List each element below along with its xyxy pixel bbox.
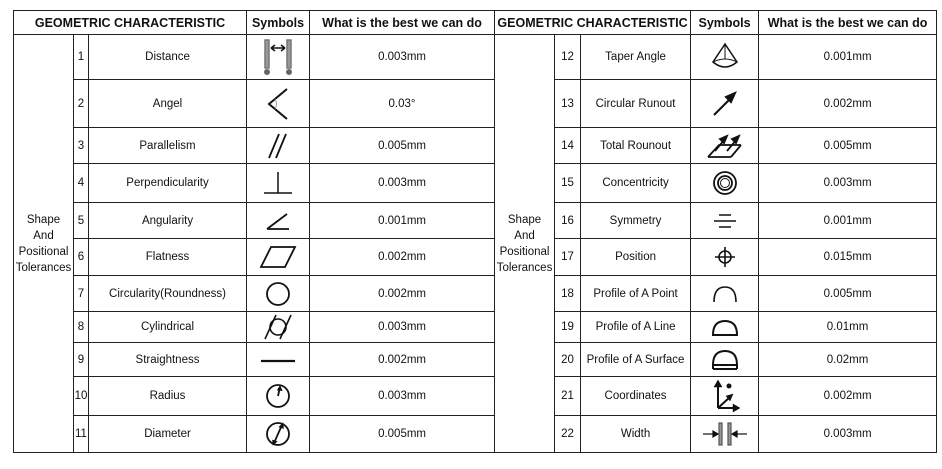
characteristic-name: Angularity (89, 203, 247, 239)
characteristic-name: Circularity(Roundness) (89, 276, 247, 312)
best-value: 0.002mm (310, 343, 495, 377)
symbol-cell (247, 416, 310, 453)
diameter-icon (263, 419, 293, 449)
row-number: 20 (555, 343, 581, 377)
row-number: 8 (74, 312, 89, 343)
best-value: 0.001mm (759, 203, 937, 239)
table-row (14, 343, 937, 377)
group-line: And (514, 229, 535, 242)
symbol-cell (691, 343, 759, 377)
header-characteristic-right: GEOMETRIC CHARACTERISTIC (495, 11, 691, 35)
row-number: 7 (74, 276, 89, 312)
best-value: 0.003mm (310, 35, 495, 80)
symbol-cell (247, 343, 310, 377)
row-number: 13 (555, 80, 581, 128)
characteristic-name: Perpendicularity (89, 164, 247, 203)
characteristic-name: Position (581, 239, 691, 276)
group-line: Positional (18, 245, 69, 258)
symbol-cell (691, 164, 759, 203)
best-value: 0.003mm (310, 164, 495, 203)
row-number: 15 (555, 164, 581, 203)
circular-runout-icon (708, 87, 742, 121)
circularity-icon (263, 279, 293, 309)
symbol-cell (691, 80, 759, 128)
row-number: 14 (555, 128, 581, 164)
row-number: 22 (555, 416, 581, 453)
header-characteristic-left: GEOMETRIC CHARACTERISTIC (14, 11, 247, 35)
header-symbols-right: Symbols (691, 11, 759, 35)
best-value: 0.005mm (759, 276, 937, 312)
best-value: 0.015mm (759, 239, 937, 276)
group-label-right (495, 35, 555, 453)
concentricity-icon (710, 168, 740, 198)
total-runout-icon (705, 131, 745, 161)
row-number: 1 (74, 35, 89, 80)
best-value: 0.01mm (759, 312, 937, 343)
best-value: 0.02mm (759, 343, 937, 377)
characteristic-name: Diameter (89, 416, 247, 453)
profile-surface-icon (709, 347, 741, 373)
symbol-cell (691, 312, 759, 343)
group-line: Positional (499, 245, 550, 258)
header-row (14, 11, 937, 35)
characteristic-name: Radius (89, 377, 247, 416)
table-row (14, 35, 937, 80)
straightness-icon (258, 350, 298, 370)
row-number: 12 (555, 35, 581, 80)
table-row (14, 128, 937, 164)
row-number: 2 (74, 80, 89, 128)
row-number: 5 (74, 203, 89, 239)
symbol-cell (691, 239, 759, 276)
characteristic-name: Coordinates (581, 377, 691, 416)
table-row (14, 377, 937, 416)
width-icon (699, 420, 751, 448)
best-value: 0.003mm (759, 164, 937, 203)
best-value: 0.003mm (310, 377, 495, 416)
header-best-left: What is the best we can do (310, 11, 495, 35)
row-number: 18 (555, 276, 581, 312)
profile-line-icon (709, 315, 741, 339)
group-line: Tolerances (15, 261, 72, 274)
row-number: 17 (555, 239, 581, 276)
best-value: 0.003mm (310, 312, 495, 343)
group-line: Shape (507, 213, 542, 226)
header-best-right: What is the best we can do (759, 11, 937, 35)
characteristic-name: Profile of A Point (581, 276, 691, 312)
table-row (14, 203, 937, 239)
best-value: 0.002mm (759, 377, 937, 416)
best-value: 0.03° (310, 80, 495, 128)
table-row (14, 239, 937, 276)
characteristic-name: Profile of A Surface (581, 343, 691, 377)
perpendicularity-icon (261, 168, 295, 198)
symbol-cell (691, 128, 759, 164)
symbol-cell (691, 203, 759, 239)
symbol-cell (691, 276, 759, 312)
group-line: And (33, 229, 54, 242)
row-number: 6 (74, 239, 89, 276)
profile-point-icon (710, 282, 740, 306)
symbol-cell (247, 276, 310, 312)
taper-angle-icon (708, 40, 742, 74)
tolerance-table (13, 10, 937, 453)
table-row (14, 164, 937, 203)
row-number: 11 (74, 416, 89, 453)
symbol-cell (247, 35, 310, 80)
coordinates-icon (708, 378, 742, 414)
characteristic-name: Distance (89, 35, 247, 80)
table-row (14, 416, 937, 453)
characteristic-name: Circular Runout (581, 80, 691, 128)
symbol-cell (247, 239, 310, 276)
symbol-cell (247, 128, 310, 164)
header-symbols-left: Symbols (247, 11, 310, 35)
best-value: 0.002mm (310, 239, 495, 276)
characteristic-name: Flatness (89, 239, 247, 276)
row-number: 19 (555, 312, 581, 343)
symbol-cell (247, 377, 310, 416)
symbol-cell (247, 312, 310, 343)
characteristic-name: Concentricity (581, 164, 691, 203)
table-row (14, 276, 937, 312)
cylindricity-icon (261, 312, 295, 342)
symbol-cell (691, 377, 759, 416)
characteristic-name: Taper Angle (581, 35, 691, 80)
best-value: 0.002mm (759, 80, 937, 128)
table-row (14, 312, 937, 343)
best-value: 0.005mm (310, 416, 495, 453)
characteristic-name: Cylindrical (89, 312, 247, 343)
characteristic-name: Parallelism (89, 128, 247, 164)
best-value: 0.001mm (759, 35, 937, 80)
characteristic-name: Width (581, 416, 691, 453)
group-line: Shape (26, 213, 61, 226)
parallelism-icon (263, 131, 293, 161)
best-value: 0.001mm (310, 203, 495, 239)
distance-icon (258, 37, 298, 77)
flatness-icon (257, 243, 299, 271)
row-number: 21 (555, 377, 581, 416)
symbol-cell (247, 80, 310, 128)
symbol-cell (691, 416, 759, 453)
characteristic-name: Profile of A Line (581, 312, 691, 343)
row-number: 10 (74, 377, 89, 416)
position-icon (712, 244, 738, 270)
row-number: 16 (555, 203, 581, 239)
best-value: 0.003mm (759, 416, 937, 453)
row-number: 9 (74, 343, 89, 377)
characteristic-name: Total Rounout (581, 128, 691, 164)
row-number: 3 (74, 128, 89, 164)
symmetry-icon (710, 209, 740, 233)
symbol-cell (247, 164, 310, 203)
symbol-cell (247, 203, 310, 239)
angle-icon (261, 84, 295, 124)
best-value: 0.005mm (759, 128, 937, 164)
best-value: 0.005mm (310, 128, 495, 164)
radius-icon (263, 381, 293, 411)
symbol-cell (691, 35, 759, 80)
characteristic-name: Angel (89, 80, 247, 128)
angularity-icon (261, 206, 295, 236)
group-label-left (14, 35, 74, 453)
best-value: 0.002mm (310, 276, 495, 312)
group-line: Tolerances (496, 261, 553, 274)
characteristic-name: Straightness (89, 343, 247, 377)
table-row (14, 80, 937, 128)
characteristic-name: Symmetry (581, 203, 691, 239)
row-number: 4 (74, 164, 89, 203)
